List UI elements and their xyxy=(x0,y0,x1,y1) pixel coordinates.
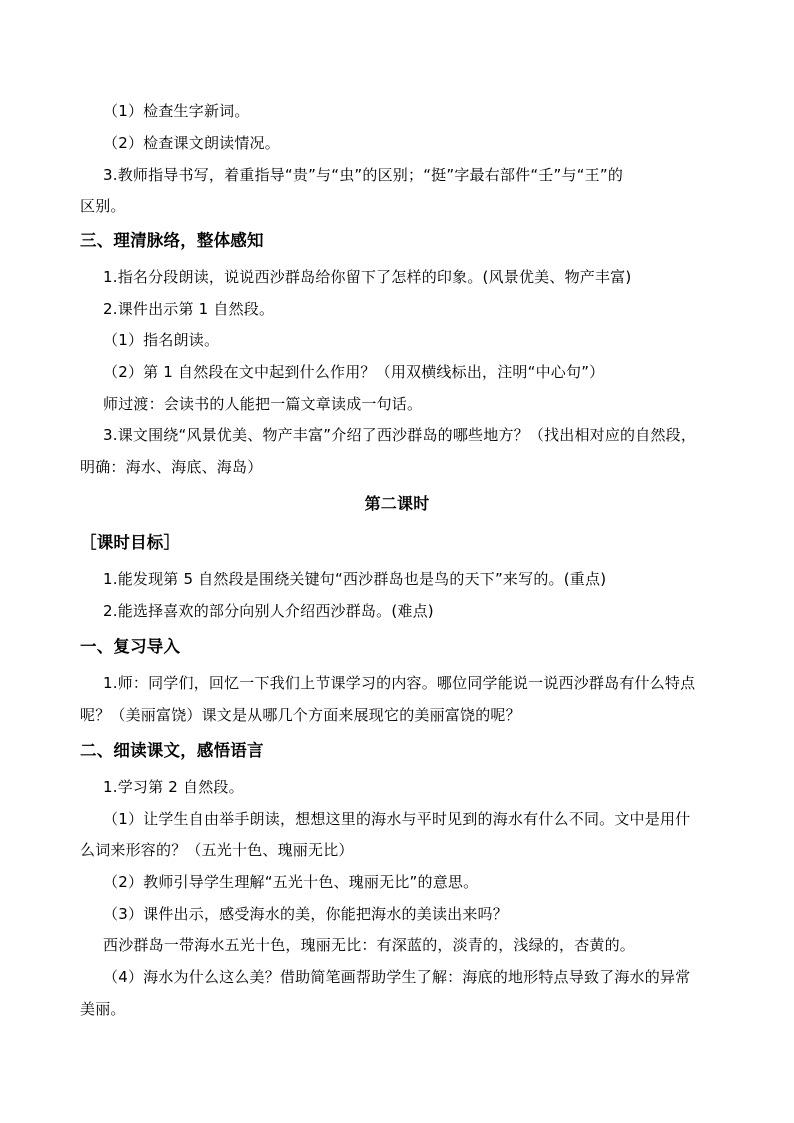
item-check-new-words: （1）检查生字新词。 xyxy=(103,102,250,120)
objective-1: 1.能发现第 5 自然段是围绕关键句“西沙群岛也是鸟的天下”来写的。(重点) xyxy=(103,570,607,588)
item-free-reading: （1）让学生自由举手朗读，想想这里的海水与平时见到的海水有什么不同。文中是用什 xyxy=(103,810,691,828)
step-places-question: 3.课文围绕“风景优美、物产丰富”介绍了西沙群岛的哪些地方？（找出相对应的自然段， xyxy=(103,426,697,444)
item-check-reading: （2）检查课文朗读情况。 xyxy=(103,134,280,152)
step-courseware-para1: 2.课件出示第 1 自然段。 xyxy=(103,300,275,318)
review-paragraph: 1.师：同学们，回忆一下我们上节课学习的内容。哪位同学能说一说西沙群岛有什么特点 xyxy=(103,674,696,692)
item-para1-role: （2）第 1 自然段在文中起到什么作用？（用双横线标出，注明“中心句”） xyxy=(103,363,605,381)
review-paragraph-cont: 呢？（美丽富饶）课文是从哪几个方面来展现它的美丽富饶的呢？ xyxy=(80,706,521,724)
item-understand-meaning: （2）教师引导学生理解“五光十色、瑰丽无比”的意思。 xyxy=(103,873,479,891)
item-why-beautiful: （4）海水为什么这么美？借助简笔画帮助学生了解：海底的地形特点导致了海水的异常 xyxy=(103,968,691,986)
item-named-reading: （1）指名朗读。 xyxy=(103,331,220,349)
step-places-question-cont: 明确：海水、海底、海岛） xyxy=(80,458,263,476)
item-free-reading-cont: 么词来形容的？（五光十色、瑰丽无比） xyxy=(80,841,354,859)
objective-2: 2.能选择喜欢的部分向别人介绍西沙群岛。(难点) xyxy=(103,602,434,620)
paragraph-writing-guidance: 3.教师指导书写，着重指导“贵”与“虫”的区别；“挺”字最右部件“壬”与“王”的 xyxy=(103,166,624,184)
item-courseware-show: （3）课件出示，感受海水的美，你能把海水的美读出来吗？ xyxy=(103,905,508,923)
objectives-heading: ［课时目标］ xyxy=(80,533,181,552)
step-study-para2: 1.学习第 2 自然段。 xyxy=(103,778,244,796)
lesson-title: 第二课时 xyxy=(364,494,430,513)
item-why-beautiful-cont: 美丽。 xyxy=(80,1000,126,1018)
section-heading-2: 二、细读课文，感悟语言 xyxy=(80,741,264,760)
teacher-transition: 师过渡：会读书的人能把一篇文章读成一句话。 xyxy=(103,395,423,413)
section-heading-3: 三、理清脉络，整体感知 xyxy=(80,231,264,250)
step-segment-reading: 1.指名分段朗读，说说西沙群岛给你留下了怎样的印象。(风景优美、物产丰富) xyxy=(103,268,632,286)
paragraph-writing-guidance-cont: 区别。 xyxy=(80,197,126,215)
section-heading-1: 一、复习导入 xyxy=(80,637,181,656)
quoted-text: 西沙群岛一带海水五光十色，瑰丽无比：有深蓝的，淡青的，浅绿的，杏黄的。 xyxy=(103,936,636,954)
